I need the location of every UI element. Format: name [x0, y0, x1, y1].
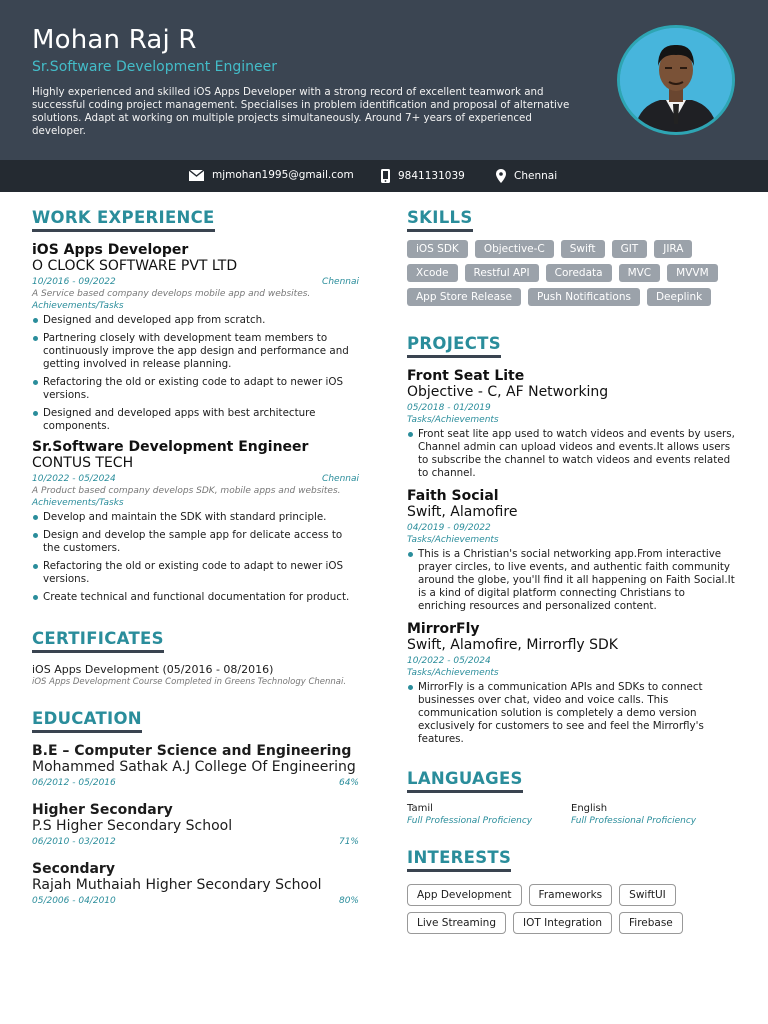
project-dates: 10/2022 - 05/2024	[407, 656, 491, 666]
projects-heading: PROJECTS	[407, 334, 501, 358]
project-name: Front Seat Lite	[407, 368, 525, 384]
project-tech: Swift, Alamofire	[407, 504, 518, 520]
interest-tag: Frameworks	[529, 884, 613, 906]
project-dates: 04/2019 - 09/2022	[407, 523, 491, 533]
education-dates: 05/2006 - 04/2010	[32, 896, 116, 906]
education-entry	[32, 743, 359, 788]
profile-photo	[617, 25, 735, 135]
phone-text: 9841131039	[398, 170, 465, 182]
contact-phone[interactable]	[381, 169, 465, 183]
project-tech: Swift, Alamofire, Mirrorfly SDK	[407, 637, 618, 653]
project-entry	[407, 488, 735, 613]
interests-list	[407, 884, 737, 940]
certificate-entry	[32, 663, 359, 687]
skill-chip: Coredata	[546, 264, 612, 282]
project-tech: Objective - C, AF Networking	[407, 384, 609, 400]
skills-heading: SKILLS	[407, 208, 473, 232]
education-heading: EDUCATION	[32, 709, 142, 733]
education-score: 71%	[338, 837, 359, 847]
achievements-label: Achievements/Tasks	[32, 498, 124, 508]
education-dates: 06/2010 - 03/2012	[32, 837, 116, 847]
language-name: English	[571, 803, 608, 814]
skill-chip: Deeplink	[647, 288, 711, 306]
skill-chip: Push Notifications	[528, 288, 640, 306]
skills-list	[407, 240, 727, 312]
degree-name: B.E – Computer Science and Engineering	[32, 743, 352, 759]
left-column	[32, 208, 359, 906]
skill-chip: iOS SDK	[407, 240, 468, 258]
skill-chip: MVVM	[667, 264, 717, 282]
job-bullet: Design and develop the sample app for delicate access to the customers.	[32, 529, 359, 555]
email-icon	[189, 170, 204, 181]
job-bullet: Develop and maintain the SDK with standard principle.	[32, 511, 359, 524]
skill-chip: GIT	[612, 240, 648, 258]
certificate-name: iOS Apps Development (05/2016 - 08/2016)	[32, 663, 274, 676]
education-score: 64%	[338, 778, 359, 788]
languages-heading: LANGUAGES	[407, 769, 523, 793]
education-dates: 06/2012 - 05/2016	[32, 778, 116, 788]
company-name: CONTUS TECH	[32, 455, 134, 471]
resume-header	[0, 0, 768, 160]
degree-name: Secondary	[32, 861, 115, 877]
language-entry	[407, 803, 571, 826]
interest-tag: Firebase	[619, 912, 683, 934]
project-bullet: Front seat lite app used to watch videos and events by users, Channel admin can upload videos and events.It allows users to subscribe the channel to watch videos and events related to channel.	[407, 428, 735, 480]
job-bullet: Designed and developed app from scratch.	[32, 314, 359, 327]
school-name: Mohammed Sathak A.J College Of Engineering	[32, 759, 356, 775]
achievements-label: Achievements/Tasks	[32, 301, 124, 311]
interests-heading: INTERESTS	[407, 848, 511, 872]
candidate-name: Mohan Raj R	[32, 25, 197, 55]
project-entry	[407, 621, 735, 746]
company-name: O CLOCK SOFTWARE PVT LTD	[32, 258, 238, 274]
skill-chip: Restful API	[465, 264, 539, 282]
interest-tag: SwiftUI	[619, 884, 676, 906]
education-entry	[32, 802, 359, 847]
certificates-heading: CERTIFICATES	[32, 629, 164, 653]
languages-list	[407, 803, 735, 826]
language-entry	[571, 803, 735, 826]
project-bullet: MirrorFly is a communication APIs and SDKs to connect businesses over chat, video and voice calls. This communication solution is completely a demo version exclusively for customers to see and feel the Mirrorfly's features.	[407, 681, 735, 746]
language-name: Tamil	[407, 803, 433, 814]
project-bullet: This is a Christian's social networking app.From interactive prayer circles, to live events, and authentic faith community around the globe, you'll find it all happening on Faith Social.It is a kind of digital platform connecting Christians to enriching resources and personalized content.	[407, 548, 735, 613]
contact-location	[496, 169, 557, 183]
job-bullet: Create technical and functional documentation for product.	[32, 591, 359, 604]
skill-chip: App Store Release	[407, 288, 521, 306]
job-dates: 10/2022 - 05/2024	[32, 474, 116, 484]
skill-chip: MVC	[619, 264, 661, 282]
company-description: A Service based company develops mobile app and websites.	[32, 289, 311, 299]
job-location: Chennai	[322, 277, 359, 287]
tasks-label: Tasks/Achievements	[407, 415, 499, 425]
school-name: Rajah Muthaiah Higher Secondary School	[32, 877, 322, 893]
phone-icon	[381, 169, 390, 183]
job-title: Sr.Software Development Engineer	[32, 439, 309, 455]
job-entry	[32, 439, 359, 604]
job-entry	[32, 242, 359, 433]
school-name: P.S Higher Secondary School	[32, 818, 233, 834]
language-level: Full Professional Proficiency	[407, 816, 533, 826]
job-bullet: Partnering closely with development team members to continuously improve the app design and performance and getting involved in release planning.	[32, 332, 359, 371]
job-bullet: Refactoring the old or existing code to adapt to newer iOS versions.	[32, 376, 359, 402]
project-dates: 05/2018 - 01/2019	[407, 403, 491, 413]
education-entry	[32, 861, 359, 906]
company-description: A Product based company develops SDK, mobile apps and websites.	[32, 486, 341, 496]
interest-tag: App Development	[407, 884, 522, 906]
certificate-detail: iOS Apps Development Course Completed in Greens Technology Chennai.	[32, 677, 347, 687]
right-column	[407, 208, 735, 940]
skill-chip: Xcode	[407, 264, 458, 282]
job-bullet: Designed and developed apps with best architecture components.	[32, 407, 359, 433]
project-name: Faith Social	[407, 488, 499, 504]
email-text: mjmohan1995@gmail.com	[212, 169, 354, 181]
skill-chip: Objective-C	[475, 240, 554, 258]
interest-tag: Live Streaming	[407, 912, 506, 934]
contact-email[interactable]	[189, 169, 354, 181]
language-level: Full Professional Proficiency	[571, 816, 697, 826]
skill-chip: JIRA	[654, 240, 692, 258]
job-bullet: Refactoring the old or existing code to adapt to newer iOS versions.	[32, 560, 359, 586]
skill-chip: Swift	[561, 240, 605, 258]
location-text: Chennai	[514, 170, 558, 182]
interest-tag: IOT Integration	[513, 912, 612, 934]
candidate-role: Sr.Software Development Engineer	[32, 59, 278, 75]
tasks-label: Tasks/Achievements	[407, 668, 499, 678]
location-pin-icon	[496, 169, 506, 183]
contact-bar	[0, 160, 768, 192]
tasks-label: Tasks/Achievements	[407, 535, 499, 545]
job-title: iOS Apps Developer	[32, 242, 189, 258]
job-dates: 10/2016 - 09/2022	[32, 277, 116, 287]
education-score: 80%	[338, 896, 359, 906]
work-experience-heading: WORK EXPERIENCE	[32, 208, 215, 232]
project-entry	[407, 368, 735, 480]
degree-name: Higher Secondary	[32, 802, 173, 818]
profile-summary: Highly experienced and skilled iOS Apps Developer with a strong record of excellent teamwork and successful coding project management. Specialises in problem identification and proposal of alternative solutions. Adapt at working on multiple projects simultaneously. Around 7+ years of experienced developer.	[32, 86, 570, 137]
project-name: MirrorFly	[407, 621, 480, 637]
job-location: Chennai	[322, 474, 359, 484]
